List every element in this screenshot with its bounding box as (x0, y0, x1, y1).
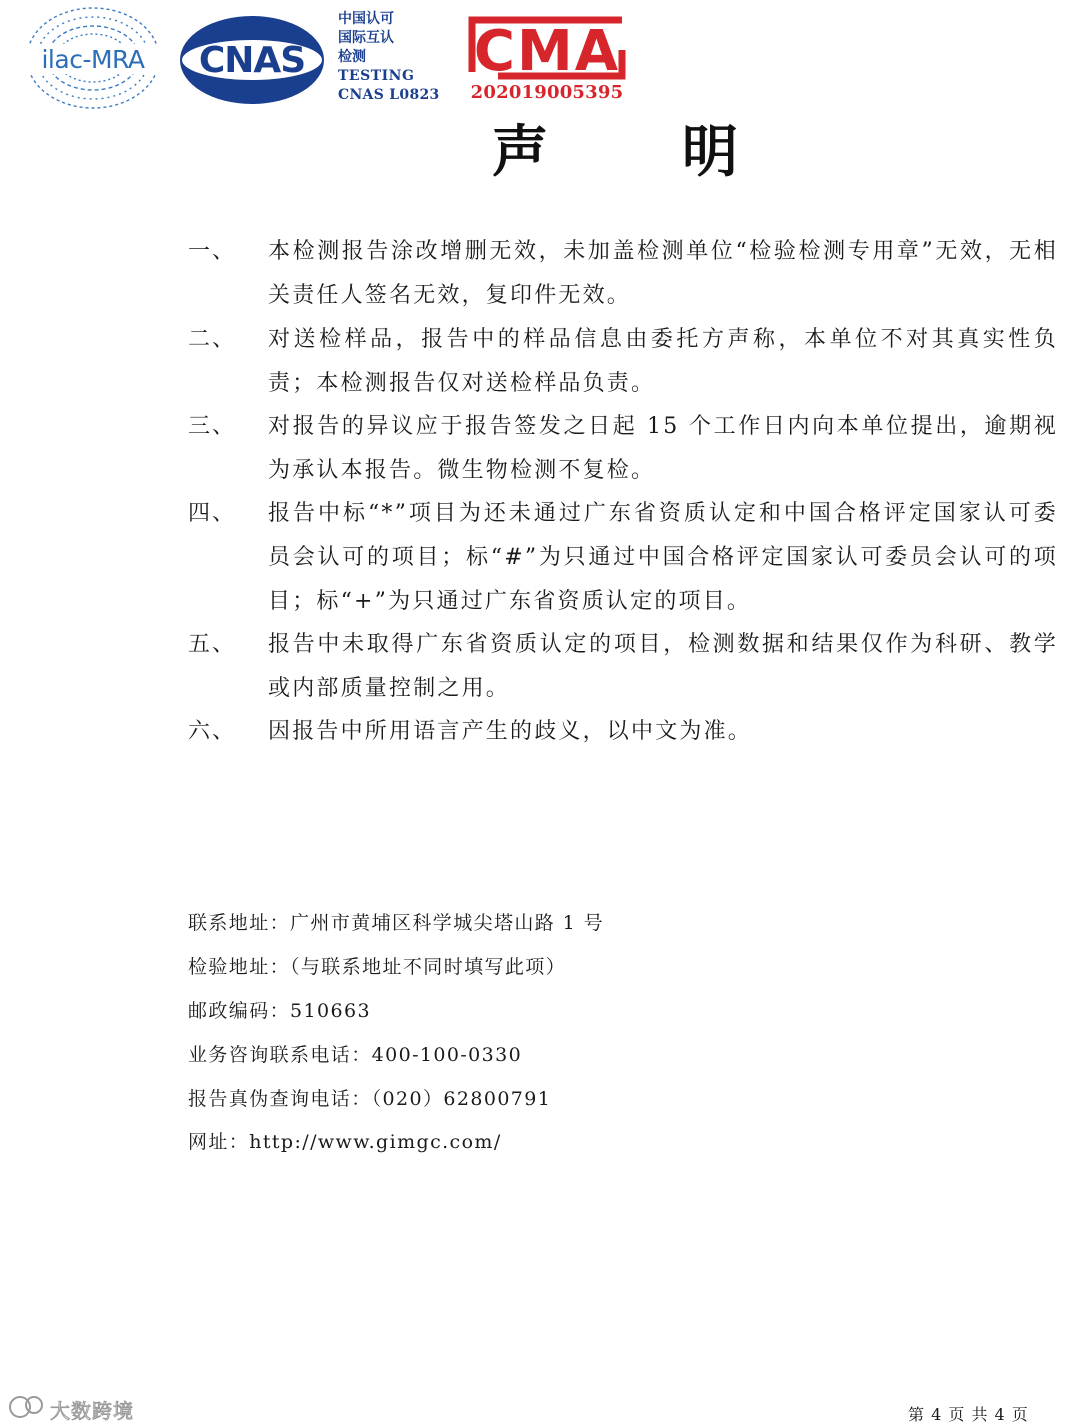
statement-item (188, 405, 1068, 493)
statement-text: 对报告的异议应于报告签发之日起 15 个工作日内向本单位提出，逾期视为承认本报告。微生物检测不复检。 (268, 414, 1058, 483)
statement-text: 报告中标“*”项目为还未通过广东省资质认定和中国合格评定国家认可委员会认可的项目；标“#”为只通过中国合格评定国家认可委员会认可的项目；标“+”为只通过广东省资质认定的项目。 (268, 501, 1058, 614)
business-phone: 业务咨询联系电话：400-100-0330 (188, 1044, 523, 1066)
statement-item (188, 230, 1068, 318)
statement-number: 三、 (188, 414, 237, 439)
page-title-char2: 明 (682, 120, 738, 185)
contact-address: 联系地址：广州市黄埔区科学城尖塔山路 1 号 (188, 912, 604, 934)
cnas-label-line3: 检测 (338, 49, 366, 65)
cnas-logo (178, 14, 326, 106)
website[interactable]: 网址：http://www.gimgc.com/ (188, 1131, 502, 1153)
ilac-logo-text: ilac-MRA (41, 45, 145, 74)
statement-item (188, 623, 1068, 711)
statement-item (188, 318, 1068, 406)
ilac-mra-logo (22, 2, 164, 114)
watermark-text: 大数跨境 (50, 1399, 134, 1423)
statement-item (188, 710, 1068, 754)
statement-text: 因报告中所用语言产生的歧义，以中文为准。 (268, 719, 753, 744)
statement-text: 对送检样品，报告中的样品信息由委托方声称，本单位不对其真实性负责；本检测报告仅对送检样品负责。 (268, 327, 1058, 396)
cnas-label-line1: 中国认可 (338, 11, 394, 27)
cma-logo (466, 12, 628, 84)
cma-logo-text: CMA (473, 19, 621, 84)
statement-item (188, 492, 1068, 624)
statement-number: 二、 (188, 327, 237, 352)
cma-certificate-number: 202019005395 (470, 82, 624, 103)
statement-text: 报告中未取得广东省资质认定的项目，检测数据和结果仅作为科研、教学或内部质量控制之用。 (268, 632, 1058, 701)
page-title-char1: 声 (492, 120, 548, 185)
cnas-testing-label: TESTING (338, 68, 415, 84)
cnas-label-line2: 国际互认 (338, 30, 394, 46)
inspection-address: 检验地址：（与联系地址不同时填写此项） (188, 956, 567, 978)
page-number: 第 4 页 共 4 页 (908, 1405, 1029, 1424)
statement-number: 一、 (188, 239, 237, 264)
cnas-accreditation-code: CNAS L0823 (338, 87, 440, 103)
cnas-logo-text: CNAS (198, 40, 306, 81)
statement-number: 四、 (188, 501, 237, 526)
statement-number: 五、 (188, 632, 237, 657)
verification-phone: 报告真伪查询电话：（020）62800791 (188, 1088, 552, 1110)
statement-text: 本检测报告涂改增删无效，未加盖检测单位“检验检测专用章”无效，无相关责任人签名无效，复印件无效。 (268, 239, 1058, 308)
statement-number: 六、 (188, 719, 237, 744)
postal-code: 邮政编码：510663 (188, 1000, 371, 1022)
